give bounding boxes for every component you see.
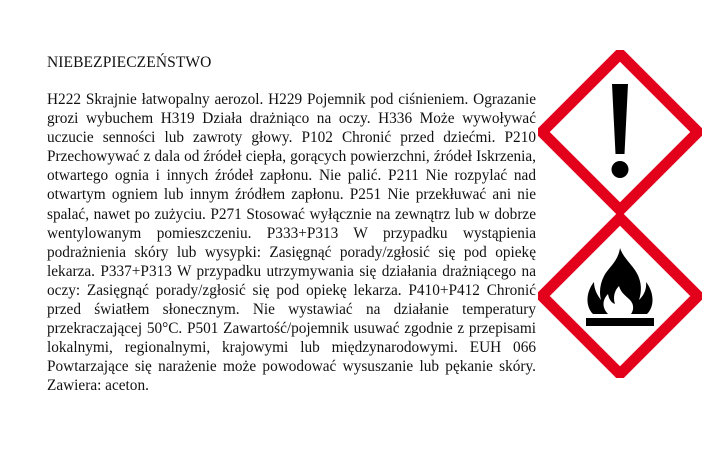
flame-icon	[538, 214, 702, 378]
signal-word: NIEBEZPIECZEŃSTWO	[47, 54, 212, 71]
hazard-precautionary-statements: H222 Skrajnie łatwopalny aerozol. H229 Pojemnik pod ciśnieniem. Ograzanie grozi wybuchem H319 Działa drażniąco na oczy. H336 Może wywoływać uczucie senności lub zawroty głowy. P102 Chronić przed dziećmi. P210 Przechowywać z dala od źródeł ciepła, gorących powierzchni, źródeł Iskrzenia, otwartego ognia i innych źródeł zapłonu. Nie palić. P211 Nie rozpylać nad otwartym ogniem lub innym źródłem zapłonu. P251 Nie przekłuwać ani nie spalać, nawet po zużyciu. P271 Stosować wyłącznie na zewnątrz lub w dobrze wentylowanym pomieszczeniu. P333+P313 W przypadku wystąpienia podrażnienia skóry lub wysypki: Zasięgnąć porady/zgłosić się pod opiekę lekarza. P337+P313 W przypadku utrzymywania się działania drażniącego na oczy: Zasięgnąć porady/zgłosić się pod opiekę lekarza. P410+P412 Chronić przed światłem słonecznym. Nie wystawiać na działanie temperatury przekraczającej 50°C. P501 Zawartość/pojemnik usuwać zgodnie z przepisami lokalnymi, regionalnymi, krajowymi lub międzynarodowymi. EUH 066 Powtarzające się narażenie może powodować wysuszanie lub pękanie skóry. Zawiera: aceton.	[47, 91, 536, 395]
exclamation-mark-icon	[538, 50, 702, 214]
